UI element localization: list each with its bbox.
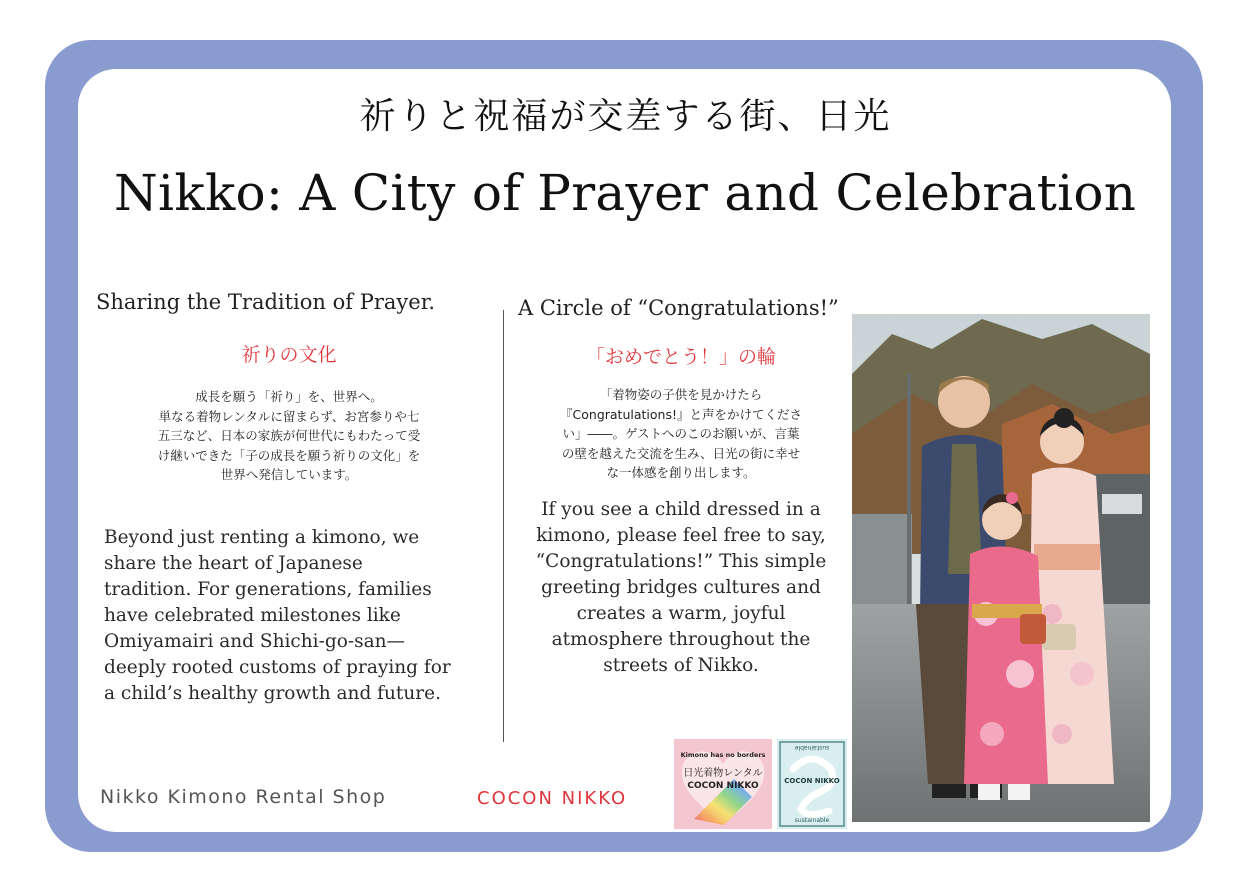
heart-logo-line1: Kimono has no borders	[680, 751, 766, 759]
middle-en-line: greeting bridges cultures and	[541, 576, 821, 598]
column-divider	[503, 310, 504, 742]
middle-heading-jp: 「おめでとう！」の輪	[585, 346, 776, 368]
left-text-en	[104, 525, 488, 707]
middle-text-en	[510, 497, 852, 679]
left-en-line: have celebrated milestones like	[104, 604, 401, 626]
shop-name: Nikko Kimono Rental Shop	[100, 786, 387, 808]
left-jp-line: 単なる着物レンタルに留まらず、お宮参りや七	[158, 408, 420, 424]
left-jp-line: 世界へ発信しています。	[220, 467, 358, 482]
middle-jp-line: 『Congratulations!』と声をかけてくださ	[560, 406, 802, 422]
middle-heading-en: A Circle of “Congratulations!”	[518, 296, 839, 320]
left-en-line: deeply rooted customs of praying for	[104, 656, 451, 678]
middle-jp-line: い」――。ゲストへのこのお願いが、言葉	[562, 426, 800, 441]
english-title: Nikko: A City of Prayer and Celebration	[114, 164, 1137, 222]
left-heading-jp: 祈りの文化	[241, 344, 337, 366]
brand-name: COCON NIKKO	[477, 788, 628, 809]
middle-en-line: atmosphere throughout the	[551, 628, 811, 650]
middle-jp-line: の壁を越えた交流を生み、日光の街に幸せ	[561, 445, 801, 461]
middle-column	[510, 296, 852, 679]
middle-text-jp	[510, 385, 852, 483]
middle-en-line: kimono, please feel free to say,	[536, 524, 826, 546]
left-jp-line: け継いできた「子の成長を願う祈りの文化」を	[157, 447, 421, 463]
left-column	[90, 290, 488, 707]
left-en-line: a child’s healthy growth and future.	[104, 682, 441, 704]
left-heading-en: Sharing the Tradition of Prayer.	[96, 290, 436, 314]
left-en-line: Omiyamairi and Shichi-go-san—	[104, 630, 406, 652]
family-kimono-photo	[852, 314, 1150, 822]
middle-en-line: If you see a child dressed in a	[541, 498, 821, 520]
sustainable-top-text: sustainable	[794, 744, 830, 751]
left-en-line: share the heart of Japanese	[104, 552, 363, 574]
photo-illustration	[852, 314, 1150, 822]
middle-en-line: streets of Nikko.	[603, 654, 759, 676]
heart-logo-line3: COCON NIKKO	[687, 781, 759, 791]
middle-jp-line: な一体感を創り出します。	[606, 465, 756, 480]
left-en-line: tradition. For generations, families	[104, 578, 432, 600]
sustainable-bottom-text: sustainable	[794, 817, 830, 824]
sustainable-logo-name: COCON NIKKO	[784, 777, 840, 785]
middle-jp-line: 「着物姿の子供を見かけたら	[599, 387, 763, 402]
middle-en-line: creates a warm, joyful	[576, 602, 786, 624]
left-en-line: Beyond just renting a kimono, we	[104, 526, 420, 548]
middle-en-line: “Congratulations!” This simple	[535, 550, 827, 572]
heart-logo	[674, 739, 772, 829]
left-text-jp	[90, 387, 488, 485]
japanese-title: 祈りと祝福が交差する街、日光	[359, 96, 892, 137]
left-jp-line: 五三など、日本の家族が何世代にもわたって受	[157, 428, 421, 443]
sustainable-logo	[777, 739, 847, 829]
left-jp-line: 成長を願う「祈り」を、世界へ。	[195, 389, 383, 404]
heart-logo-line2: 日光着物レンタル	[683, 768, 763, 779]
